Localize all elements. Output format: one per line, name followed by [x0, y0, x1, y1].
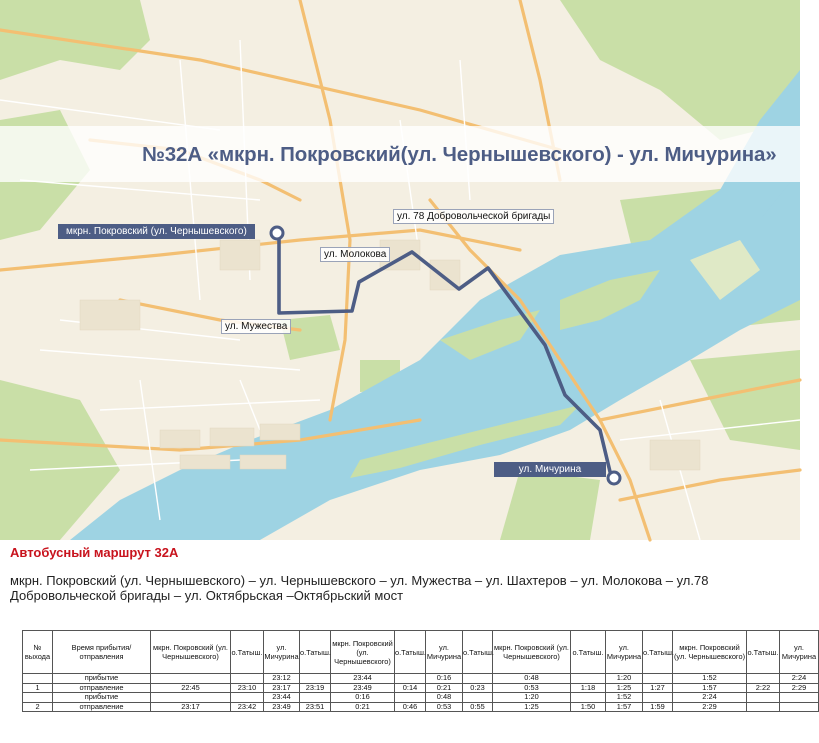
schedule-time-cell: 0:14: [395, 683, 426, 693]
start-stop-label[interactable]: мкрн. Покровский (ул. Чернышевского): [58, 224, 255, 239]
schedule-exit-number: 2: [23, 702, 53, 712]
schedule-time-cell: 0:48: [426, 693, 463, 703]
map-title: №32А «мкрн. Покровский(ул. Чернышевского) - ул. Мичурина»: [142, 143, 777, 166]
schedule-header-cell: о.Татыш.: [231, 631, 264, 674]
schedule-time-cell: 1:18: [571, 683, 606, 693]
schedule-time-cell: [300, 674, 331, 684]
schedule-header-cell: о.Татыш.: [643, 631, 673, 674]
schedule-time-cell: 2:22: [747, 683, 780, 693]
schedule-time-cell: 2:29: [780, 683, 819, 693]
schedule-time-cell: 0:48: [493, 674, 571, 684]
schedule-header-cell: ул. Мичурина: [264, 631, 300, 674]
schedule-time-cell: [463, 693, 493, 703]
schedule-time-cell: [395, 693, 426, 703]
schedule-header-cell: мкрн. Покровский (ул. Чернышевского): [331, 631, 395, 674]
schedule-event-cell: прибытие: [53, 693, 151, 703]
schedule-header-cell: о.Татыш.: [463, 631, 493, 674]
street-label-muzhestva: ул. Мужества: [221, 319, 291, 334]
schedule-table: [22, 630, 819, 712]
schedule-time-cell: [231, 674, 264, 684]
schedule-header-cell: ул. Мичурина: [606, 631, 643, 674]
schedule-header-cell: о.Татыш.: [395, 631, 426, 674]
schedule-header-cell: о.Татыш.: [300, 631, 331, 674]
schedule-time-cell: 1:50: [571, 702, 606, 712]
route-start-marker[interactable]: [271, 227, 283, 239]
schedule-time-cell: 0:16: [331, 693, 395, 703]
schedule-time-cell: [300, 693, 331, 703]
schedule-time-cell: 23:12: [264, 674, 300, 684]
schedule-time-cell: 2:29: [673, 702, 747, 712]
schedule-time-cell: 23:17: [264, 683, 300, 693]
schedule-time-cell: [395, 674, 426, 684]
schedule-time-cell: [151, 693, 231, 703]
schedule-time-cell: 1:57: [606, 702, 643, 712]
schedule-time-cell: [231, 693, 264, 703]
schedule-time-cell: [571, 674, 606, 684]
schedule-row: [23, 674, 819, 684]
schedule-time-cell: [643, 674, 673, 684]
schedule-time-cell: 1:25: [493, 702, 571, 712]
schedule-time-cell: [643, 693, 673, 703]
schedule-time-cell: 1:27: [643, 683, 673, 693]
schedule-header-cell: о.Татыш.: [571, 631, 606, 674]
schedule-time-cell: [571, 693, 606, 703]
schedule-event-cell: отправление: [53, 702, 151, 712]
schedule-time-cell: 22:45: [151, 683, 231, 693]
schedule-time-cell: 23:51: [300, 702, 331, 712]
schedule-exit-number: [23, 693, 53, 703]
schedule-time-cell: 0:16: [426, 674, 463, 684]
schedule-time-cell: [780, 702, 819, 712]
route-heading: Автобусный маршрут 32А: [10, 545, 179, 560]
schedule-time-cell: [747, 702, 780, 712]
schedule-time-cell: [151, 674, 231, 684]
schedule-row: [23, 702, 819, 712]
schedule-time-cell: 23:49: [331, 683, 395, 693]
schedule-time-cell: 1:59: [643, 702, 673, 712]
schedule-time-cell: 1:20: [493, 693, 571, 703]
schedule-time-cell: 23:42: [231, 702, 264, 712]
schedule-time-cell: 2:24: [780, 674, 819, 684]
schedule-time-cell: 1:25: [606, 683, 643, 693]
schedule-header-cell: о.Татыш.: [747, 631, 780, 674]
schedule-time-cell: 0:55: [463, 702, 493, 712]
schedule-time-cell: 0:53: [493, 683, 571, 693]
schedule-time-cell: 0:23: [463, 683, 493, 693]
schedule-time-cell: 0:21: [331, 702, 395, 712]
schedule-event-cell: прибытие: [53, 674, 151, 684]
route-description: мкрн. Покровский (ул. Чернышевского) – ул. Чернышевского – ул. Мужества – ул. Шахтеров – ул. Молокова – ул.78 Добровольческой бригады – ул. Октябрьская –Октябрьский мост: [10, 573, 709, 603]
schedule-header-cell: мкрн. Покровский (ул. Чернышевского): [493, 631, 571, 674]
schedule-time-cell: 23:49: [264, 702, 300, 712]
schedule-header-cell: ул. Мичурина: [426, 631, 463, 674]
schedule-exit-number: [23, 674, 53, 684]
end-stop-label[interactable]: ул. Мичурина: [494, 462, 606, 477]
schedule-time-cell: 23:44: [331, 674, 395, 684]
schedule-header-row: [23, 631, 819, 674]
schedule-time-cell: 23:10: [231, 683, 264, 693]
schedule-body: [23, 674, 819, 712]
schedule-time-cell: 1:20: [606, 674, 643, 684]
schedule-event-cell: отправление: [53, 683, 151, 693]
schedule-time-cell: 0:53: [426, 702, 463, 712]
schedule-header-cell: мкрн. Покровский (ул. Чернышевского): [151, 631, 231, 674]
schedule-time-cell: [747, 674, 780, 684]
schedule-header-cell: Время прибытия/отправления: [53, 631, 151, 674]
schedule-time-cell: 1:52: [673, 674, 747, 684]
schedule-header-cell: № выхода: [23, 631, 53, 674]
schedule-time-cell: [747, 693, 780, 703]
route-end-marker[interactable]: [608, 472, 620, 484]
street-label-78-brigady: ул. 78 Добровольческой бригады: [393, 209, 554, 224]
schedule-time-cell: 0:21: [426, 683, 463, 693]
schedule-header-cell: ул. Мичурина: [780, 631, 819, 674]
schedule-time-cell: 0:46: [395, 702, 426, 712]
schedule-time-cell: 1:52: [606, 693, 643, 703]
schedule-time-cell: 23:17: [151, 702, 231, 712]
schedule-time-cell: [463, 674, 493, 684]
schedule-time-cell: 23:44: [264, 693, 300, 703]
schedule-time-cell: [780, 693, 819, 703]
schedule-time-cell: 2:24: [673, 693, 747, 703]
schedule-row: [23, 693, 819, 703]
schedule-row: [23, 683, 819, 693]
schedule-header-cell: мкрн. Покровский (ул. Чернышевского): [673, 631, 747, 674]
schedule-exit-number: 1: [23, 683, 53, 693]
schedule-time-cell: 23:19: [300, 683, 331, 693]
street-label-molokova: ул. Молокова: [320, 247, 390, 262]
schedule-time-cell: 1:57: [673, 683, 747, 693]
